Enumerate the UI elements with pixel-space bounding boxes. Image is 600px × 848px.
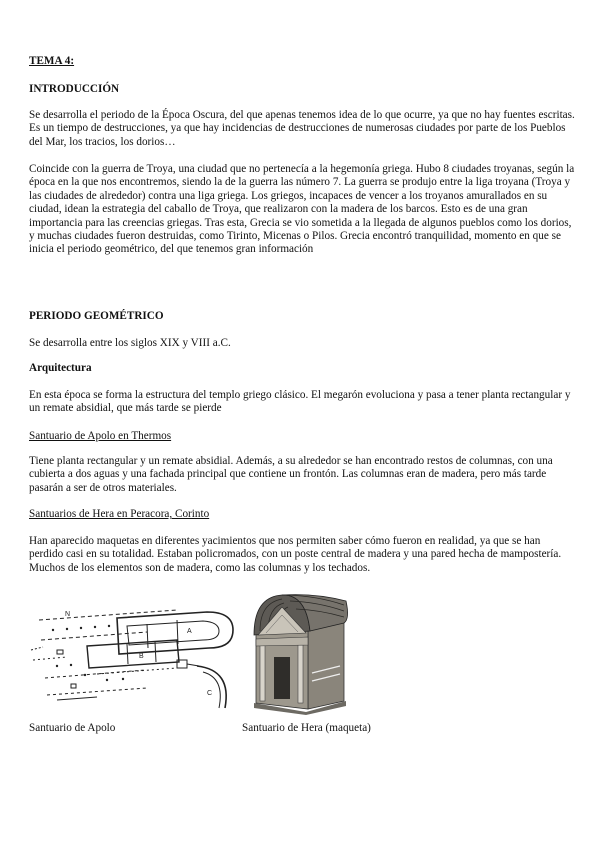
hera-caption: Santuario de Hera (maqueta) (242, 722, 371, 734)
apolo-caption: Santuario de Apolo (29, 722, 116, 734)
apolo-paragraph: Tiene planta rectangular y un remate absidial. Además, a su alrededor se han encontrado restos de columnas, con una cubierta a dos aguas y una fachada principal que contiene un frontón. Las columnas eran de madera, pero más tarde pasarán a ser de otros materiales. (29, 455, 553, 494)
hera-paragraph: Han aparecido maquetas en diferentes yacimientos que nos permiten saber cómo fueron en realidad, ya que se han perdido casi en su totalidad. Estaban policromados, con un poste central de madera y una pared hecha de mampostería. Muchos de los elementos son de madera, como las columnas y los techados. (29, 535, 562, 574)
hera-heading: Santuarios de Hera en Peracora, Corinto (29, 508, 210, 520)
plan-label-n: N (65, 611, 71, 618)
intro-heading: INTRODUCCIÓN (29, 83, 120, 95)
architecture-heading: Arquitectura (29, 362, 92, 374)
intro-paragraph-1: Se desarrolla el periodo de la Época Oscura, del que apenas tenemos idea de lo que ocurre, ya que no hay fuentes escritas. Es un tiempo de destrucciones, ya que hay incidencias de destrucciones de numerosas ciudades por parte de los Pueblos del Mar, los tracios, los dorios… (29, 109, 575, 148)
plan-label-c: C (207, 690, 213, 697)
tema-title: TEMA 4: (29, 55, 75, 67)
plan-label-a: A (187, 628, 192, 635)
geometric-heading: PERIODO GEOMÉTRICO (29, 310, 164, 322)
geometric-paragraph-1: Se desarrolla entre los siglos XIX y VIII a.C. (29, 337, 231, 349)
plan-label-b: B (139, 653, 144, 660)
intro-paragraph-2: Coincide con la guerra de Troya, una ciudad que no pertenecía a la hegemonía griega. Hubo 8 ciudades troyanas, según la época en la que nos encontremos, siendo la de la guerra las número 7. La guerra se produjo entre la liga troyana (Troya y las ciudades de alrededor) contra una liga griega. Los griegos, incapaces de vencer a los troyanos amurallados en su ciudad, idean la estrategia del caballo de Troya, que realizaron con la madera de los barcos. Esto es de una gran importancia para las creencias griegas. Tras esta, Grecia se vio sometida a la llegada de algunos pueblos como los dorios, y muchas ciudades fueron destruidas, como Tirinto, Micenas o Pilos. Grecia encontró tranquilidad, momento en que se inicia el periodo geométrico, del que tenemos gran información (29, 163, 575, 256)
apolo-heading: Santuario de Apolo en Thermos (29, 430, 172, 442)
apolo-plan-figure (27, 600, 239, 712)
architecture-paragraph: En esta época se forma la estructura del templo griego clásico. El megarón evoluciona y pasa a tener planta rectangular y un remate absidial, que más tarde se pierde (29, 389, 571, 415)
hera-model-figure (246, 591, 352, 715)
